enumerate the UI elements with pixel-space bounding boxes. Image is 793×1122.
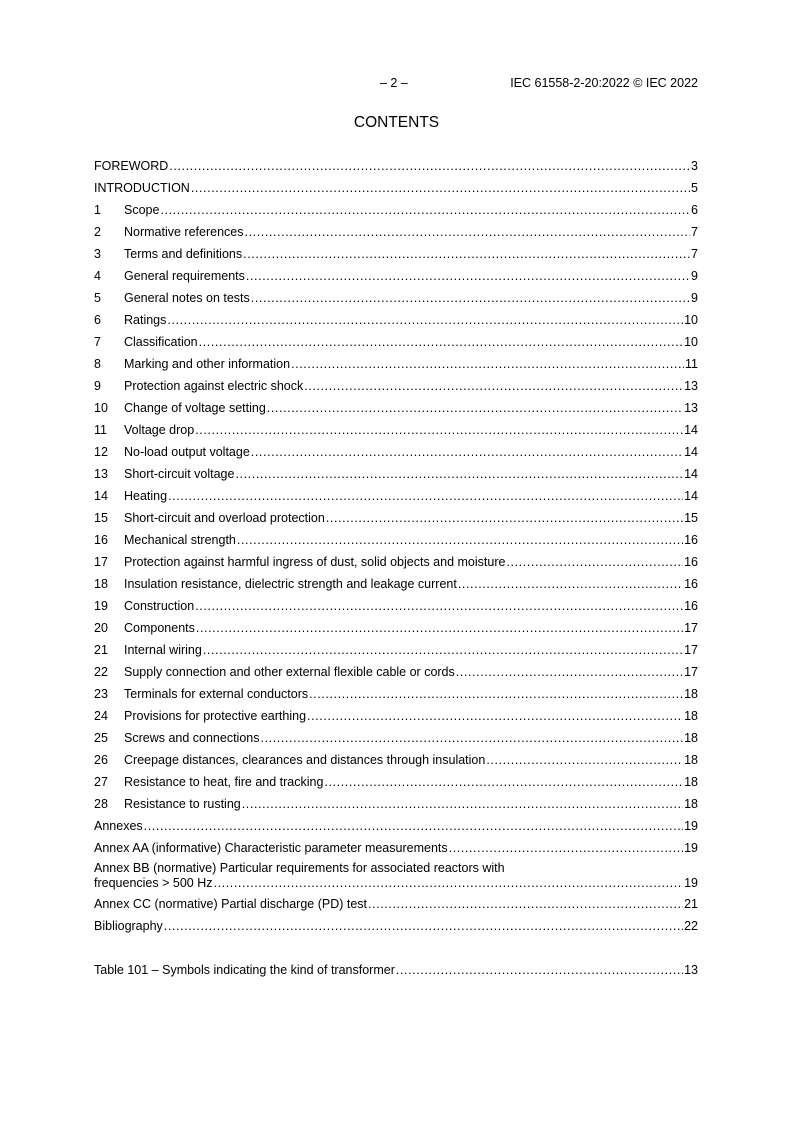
toc-entry-number: 16 <box>94 533 108 547</box>
toc-entry-page: 21 <box>684 897 698 911</box>
toc-entry[interactable] <box>94 575 698 597</box>
leader-dots <box>304 377 683 395</box>
toc-entry-title: Resistance to heat, fire and tracking <box>124 775 324 789</box>
toc-entry[interactable] <box>94 917 698 939</box>
toc-entry[interactable] <box>94 531 698 553</box>
toc-entry-number: 26 <box>94 753 108 767</box>
toc-entry-title: Provisions for protective earthing <box>124 709 307 723</box>
leader-dots <box>396 961 683 979</box>
toc-entry-title: Voltage drop <box>124 423 195 437</box>
leader-dots <box>245 223 691 241</box>
toc-entry-page: 18 <box>684 797 698 811</box>
leader-dots <box>291 355 684 373</box>
toc-entry[interactable] <box>94 707 698 729</box>
leader-dots <box>195 597 683 615</box>
toc-entry[interactable] <box>94 553 698 575</box>
toc-entry[interactable] <box>94 267 698 289</box>
toc-table-entry[interactable] <box>94 961 698 983</box>
leader-dots <box>243 245 690 263</box>
toc-entry-number: 14 <box>94 489 108 503</box>
toc-entry[interactable] <box>94 509 698 531</box>
toc-entry-title: Scope <box>124 203 160 217</box>
page-number: – 2 – <box>380 76 408 90</box>
leader-dots <box>196 619 683 637</box>
toc-entry-title: Creepage distances, clearances and distances through insulation <box>124 753 486 767</box>
toc-entry[interactable] <box>94 795 698 817</box>
toc-entry-number: 11 <box>94 423 107 437</box>
toc-entry-page: 16 <box>684 555 698 569</box>
toc-entry-number: 2 <box>94 225 101 239</box>
leader-dots <box>144 817 683 835</box>
toc-entry-page: 18 <box>684 775 698 789</box>
leader-dots <box>307 707 683 725</box>
leader-dots <box>167 311 683 329</box>
toc-entry-title: Short-circuit and overload protection <box>124 511 325 525</box>
toc-entry-title: Protection against electric shock <box>124 379 304 393</box>
leader-dots <box>449 839 683 857</box>
toc-entry-title: Annexes <box>94 819 143 833</box>
toc-entry-number: 23 <box>94 687 108 701</box>
leader-dots <box>326 509 683 527</box>
toc-entry-page: 17 <box>684 665 698 679</box>
toc-entry-title: Annex CC (normative) Partial discharge (PD) test <box>94 897 368 911</box>
toc-entry-page: 9 <box>691 291 698 305</box>
toc-entry-page: 16 <box>684 533 698 547</box>
toc-entry-number: 17 <box>94 555 108 569</box>
toc-entry-page: 10 <box>684 335 698 349</box>
leader-dots <box>160 201 690 219</box>
leader-dots <box>235 465 683 483</box>
toc-entry-page: 7 <box>691 225 698 239</box>
leader-dots <box>324 773 683 791</box>
page-title: CONTENTS <box>353 114 440 131</box>
toc-entry[interactable] <box>94 443 698 465</box>
toc-entry-page: 19 <box>684 841 698 855</box>
toc-entry[interactable] <box>94 355 698 377</box>
toc-entry-page: 10 <box>684 313 698 327</box>
toc-entry-title: Resistance to rusting <box>124 797 241 811</box>
toc-entry[interactable] <box>94 839 698 861</box>
toc-entry-page: 14 <box>684 467 698 481</box>
toc-entry-title: Table 101 – Symbols indicating the kind of transformer <box>94 963 395 977</box>
leader-dots <box>168 487 683 505</box>
toc-entry-page: 18 <box>684 687 698 701</box>
toc-entry[interactable] <box>94 245 698 267</box>
leader-dots <box>164 917 683 935</box>
toc-entry[interactable] <box>94 663 698 685</box>
toc-entry-page: 15 <box>684 511 698 525</box>
toc-entry-number: 28 <box>94 797 108 811</box>
leader-dots <box>237 531 683 549</box>
toc-entry-title: Supply connection and other external flexible cable or cords <box>124 665 455 679</box>
toc-entry-title: Annex BB (normative) Particular requirements for associated reactors with <box>94 861 505 875</box>
toc-entry[interactable] <box>94 311 698 333</box>
toc-entry-title: General notes on tests <box>124 291 250 305</box>
leader-dots <box>267 399 683 417</box>
page-header <box>94 76 698 94</box>
toc-entry-page: 13 <box>684 963 698 977</box>
toc-entry-title: Insulation resistance, dielectric strength and leakage current <box>124 577 457 591</box>
toc-entry[interactable] <box>94 399 698 421</box>
leader-dots <box>169 157 690 175</box>
toc-entry-title: FOREWORD <box>94 159 169 173</box>
toc-entry-number: 15 <box>94 511 108 525</box>
leader-dots <box>242 795 683 813</box>
document-id: IEC 61558-2-20:2022 © IEC 2022 <box>510 76 698 90</box>
toc-entry-number: 18 <box>94 577 108 591</box>
toc-entry-number: 4 <box>94 269 101 283</box>
leader-dots <box>261 729 684 747</box>
toc-entry-page: 17 <box>684 621 698 635</box>
toc-entry-title: Ratings <box>124 313 167 327</box>
toc-entry-page: 17 <box>684 643 698 657</box>
toc-entry-number: 1 <box>94 203 101 217</box>
leader-dots <box>213 876 683 891</box>
toc-entry-number: 3 <box>94 247 101 261</box>
toc-entry-page: 13 <box>684 401 698 415</box>
toc-entry-page: 22 <box>684 919 698 933</box>
toc-entry-page: 19 <box>684 819 698 833</box>
toc-entry[interactable] <box>94 421 698 443</box>
toc-entry[interactable] <box>94 289 698 311</box>
toc-entry-title-cont: frequencies > 500 Hz <box>94 876 213 890</box>
toc-entry-page: 16 <box>684 599 698 613</box>
toc-entry-page: 19 <box>684 876 698 890</box>
toc-entry-title: Terms and definitions <box>124 247 243 261</box>
toc-entry[interactable] <box>94 333 698 355</box>
leader-dots <box>199 333 683 351</box>
toc-entry[interactable] <box>94 201 698 223</box>
leader-dots <box>456 663 683 681</box>
toc-entry[interactable] <box>94 685 698 707</box>
toc-entry[interactable] <box>94 619 698 641</box>
leader-dots <box>368 895 683 913</box>
toc-entry-title: Heating <box>124 489 168 503</box>
toc-entry[interactable] <box>94 465 698 487</box>
toc-entry-number: 7 <box>94 335 101 349</box>
toc-entry-title: INTRODUCTION <box>94 181 190 195</box>
toc-entry-title: General requirements <box>124 269 245 283</box>
toc-entry-page: 18 <box>684 709 698 723</box>
table-of-contents <box>94 157 698 983</box>
toc-entry-page: 14 <box>684 423 698 437</box>
toc-entry-page: 7 <box>691 247 698 261</box>
leader-dots <box>309 685 683 703</box>
toc-entry-annex-bb[interactable] <box>94 861 698 891</box>
toc-entry-number: 25 <box>94 731 108 745</box>
toc-entry-title: Marking and other information <box>124 357 291 371</box>
toc-entry[interactable] <box>94 179 698 201</box>
toc-entry-number: 20 <box>94 621 108 635</box>
toc-entry-number: 6 <box>94 313 101 327</box>
toc-entry-page: 11 <box>685 357 698 371</box>
toc-entry-title: Short-circuit voltage <box>124 467 235 481</box>
toc-entry-page: 5 <box>691 181 698 195</box>
toc-entry[interactable] <box>94 817 698 839</box>
toc-entry[interactable] <box>94 223 698 245</box>
leader-dots <box>458 575 683 593</box>
toc-entry-title: Classification <box>124 335 198 349</box>
toc-entry-number: 8 <box>94 357 101 371</box>
toc-entry-number: 24 <box>94 709 108 723</box>
toc-entry-title: Bibliography <box>94 919 163 933</box>
toc-entry[interactable] <box>94 895 698 917</box>
toc-entry-page: 16 <box>684 577 698 591</box>
toc-entry-title: Screws and connections <box>124 731 260 745</box>
toc-entry-number: 21 <box>94 643 108 657</box>
leader-dots <box>191 179 690 197</box>
toc-entry-number: 13 <box>94 467 108 481</box>
toc-entry[interactable] <box>94 157 698 179</box>
toc-entry-title: Terminals for external conductors <box>124 687 309 701</box>
toc-entry-number: 19 <box>94 599 108 613</box>
toc-entry-number: 27 <box>94 775 108 789</box>
leader-dots <box>203 641 683 659</box>
toc-entry-title: Construction <box>124 599 195 613</box>
toc-entry-title: Change of voltage setting <box>124 401 266 415</box>
toc-entry-page: 18 <box>684 731 698 745</box>
toc-entry[interactable] <box>94 597 698 619</box>
leader-dots <box>251 289 690 307</box>
toc-entry-title: Mechanical strength <box>124 533 236 547</box>
toc-entry-title: Normative references <box>124 225 244 239</box>
toc-entry-page: 14 <box>684 489 698 503</box>
leader-dots <box>506 553 683 571</box>
toc-entry-title: Internal wiring <box>124 643 202 657</box>
toc-entry-number: 5 <box>94 291 101 305</box>
toc-entry[interactable] <box>94 641 698 663</box>
toc-entry-number: 9 <box>94 379 101 393</box>
leader-dots <box>246 267 690 285</box>
toc-entry[interactable] <box>94 729 698 751</box>
toc-entry-number: 10 <box>94 401 108 415</box>
toc-entry[interactable] <box>94 377 698 399</box>
toc-entry[interactable] <box>94 773 698 795</box>
leader-dots <box>486 751 683 769</box>
toc-entry[interactable] <box>94 487 698 509</box>
toc-entry-page: 9 <box>691 269 698 283</box>
toc-entry[interactable] <box>94 751 698 773</box>
toc-entry-page: 6 <box>691 203 698 217</box>
toc-entry-page: 13 <box>684 379 698 393</box>
toc-entry-page: 18 <box>684 753 698 767</box>
toc-entry-number: 12 <box>94 445 108 459</box>
toc-entry-title: No-load output voltage <box>124 445 250 459</box>
toc-entry-number: 22 <box>94 665 108 679</box>
toc-entry-page: 14 <box>684 445 698 459</box>
toc-entry-title: Components <box>124 621 195 635</box>
leader-dots <box>251 443 683 461</box>
toc-entry-title: Protection against harmful ingress of dust, solid objects and moisture <box>124 555 506 569</box>
toc-entry-page: 3 <box>691 159 698 173</box>
leader-dots <box>195 421 683 439</box>
toc-entry-title: Annex AA (informative) Characteristic parameter measurements <box>94 841 448 855</box>
